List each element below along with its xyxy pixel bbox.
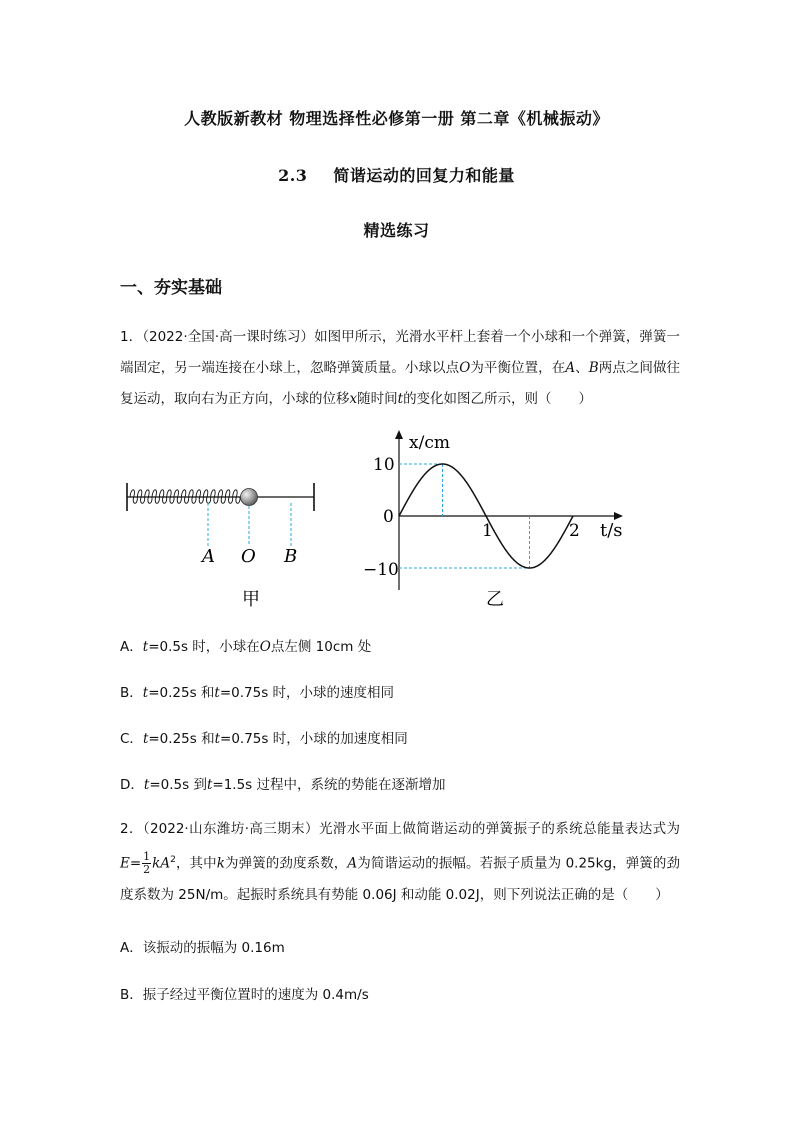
part-title: 一、夯实基础 (120, 278, 222, 298)
x-tick-1: 1 (482, 521, 493, 541)
q1-source: （2022·全国·高一课时练习） (142, 329, 315, 345)
option-text: =0.75s 时，小球的速度相同 (219, 685, 395, 701)
q2-text: 为简谐运动的振幅。若振子质量为 0.25kg，弹簧的劲度系数为 25N/m。起振时系统具有势能 0.06J 和动能 0.02J，则下列说法正确的是（ ） (120, 855, 680, 903)
q1-var-o: O (459, 360, 471, 376)
x-axis-arrow (614, 512, 623, 520)
q2-number: 2． (120, 821, 143, 837)
y-axis-label: x/cm (409, 433, 450, 453)
option-label: B． (120, 987, 143, 1003)
var-t: t (214, 731, 221, 747)
q1-text: 、 (575, 360, 589, 376)
var-t: t (142, 731, 149, 747)
var-t: t (143, 777, 150, 793)
option-label: C． (120, 731, 143, 747)
y-tick-top: 10 (373, 455, 395, 475)
q1-text: 如图甲所示，光滑水平杆上套着一个小球和一个弹簧，弹簧一端固定，另一端连接在小球上，忽略弹簧质量。小球以点 (120, 329, 680, 376)
origin-label: 0 (383, 507, 394, 527)
displacement-time-graph (363, 430, 623, 610)
var-t: t (206, 777, 213, 793)
formula-e: E (120, 855, 130, 872)
q2-text: 为弹簧的劲度系数， (224, 855, 348, 872)
q1-text: 随时间 (357, 391, 398, 407)
q1-number: 1． (120, 329, 143, 345)
var-o: O (259, 639, 271, 655)
x-tick-2: 2 (569, 521, 580, 541)
q1-text: 为平衡位置，在 (470, 360, 566, 376)
q2-option-b[interactable] (120, 985, 369, 1005)
option-label: A． (120, 639, 143, 655)
formula-eq: = (129, 855, 142, 872)
fraction-denominator: 2 (143, 863, 151, 876)
q2-option-a[interactable] (120, 938, 285, 958)
section-title: 简谐运动的回复力和能量 (333, 166, 515, 185)
q1-text: 两点之间做往复运动，取向右为正方向，小球的位移 (120, 360, 681, 407)
q1-option-d[interactable] (120, 775, 446, 795)
figure-svg (118, 428, 678, 618)
section-heading (0, 163, 793, 186)
formula-ka: kA (152, 855, 171, 872)
caption-jia: 甲 (242, 589, 260, 610)
var-t: t (214, 685, 220, 701)
q1-option-c[interactable] (120, 729, 408, 749)
option-text: =0.5s 时，小球在 (148, 639, 260, 655)
q2-text: 光滑水平面上做简谐运动的弹簧振子的系统总能量表达式为 (318, 821, 681, 837)
label-b: B (284, 546, 298, 567)
subtitle: 精选练习 (363, 221, 430, 240)
option-label: D． (120, 777, 144, 793)
option-label: B． (120, 685, 143, 701)
option-text: =0.25s 和 (148, 731, 215, 747)
question-2-stem (120, 814, 680, 911)
y-tick-bottom: −10 (363, 560, 399, 580)
option-text: =0.75s 时，小球的加速度相同 (220, 731, 408, 747)
label-o: O (241, 546, 256, 567)
option-label: A． (120, 940, 143, 956)
question-1-stem (120, 322, 680, 415)
spring-oscillator-diagram (127, 483, 314, 610)
x-axis-label: t/s (600, 520, 623, 541)
option-text: 该振动的振幅为 0.16m (142, 940, 285, 956)
q2-source: （2022·山东潍坊·高三期末） (142, 821, 319, 837)
q1-option-a[interactable] (120, 637, 371, 657)
q2-var-a: A (347, 855, 358, 872)
q2-var-k: k (216, 855, 225, 872)
y-axis-arrow (395, 430, 403, 439)
label-a: A (202, 546, 215, 567)
ball (241, 489, 258, 506)
q1-option-b[interactable] (120, 683, 394, 703)
q1-var-t: t (397, 391, 404, 407)
q1-var-b: B (588, 360, 599, 376)
caption-yi: 乙 (486, 589, 504, 610)
q1-var-a: A (565, 360, 576, 376)
fraction-numerator: 1 (143, 850, 151, 863)
option-text: 振子经过平衡位置时的速度为 0.4m/s (142, 987, 369, 1003)
option-text: 点左侧 10cm 处 (270, 639, 372, 655)
q1-text: 的变化如图乙所示，则（ ） (403, 391, 593, 407)
q1-var-x: x (349, 391, 358, 407)
formula-exponent: 2 (170, 855, 176, 865)
option-text: =0.25s 和 (148, 685, 215, 701)
question-1-figure (118, 428, 678, 618)
q2-text: ，其中 (175, 855, 217, 872)
var-t: t (142, 639, 149, 655)
option-text: =0.5s 到 (149, 777, 207, 793)
section-number: 2.3 (278, 166, 308, 185)
var-t: t (142, 685, 149, 701)
document-title: 人教版新教材 物理选择性必修第一册 第二章《机械振动》 (184, 109, 609, 128)
formula-fraction (142, 851, 151, 876)
option-text: =1.5s 过程中，系统的势能在逐渐增加 (212, 777, 446, 793)
